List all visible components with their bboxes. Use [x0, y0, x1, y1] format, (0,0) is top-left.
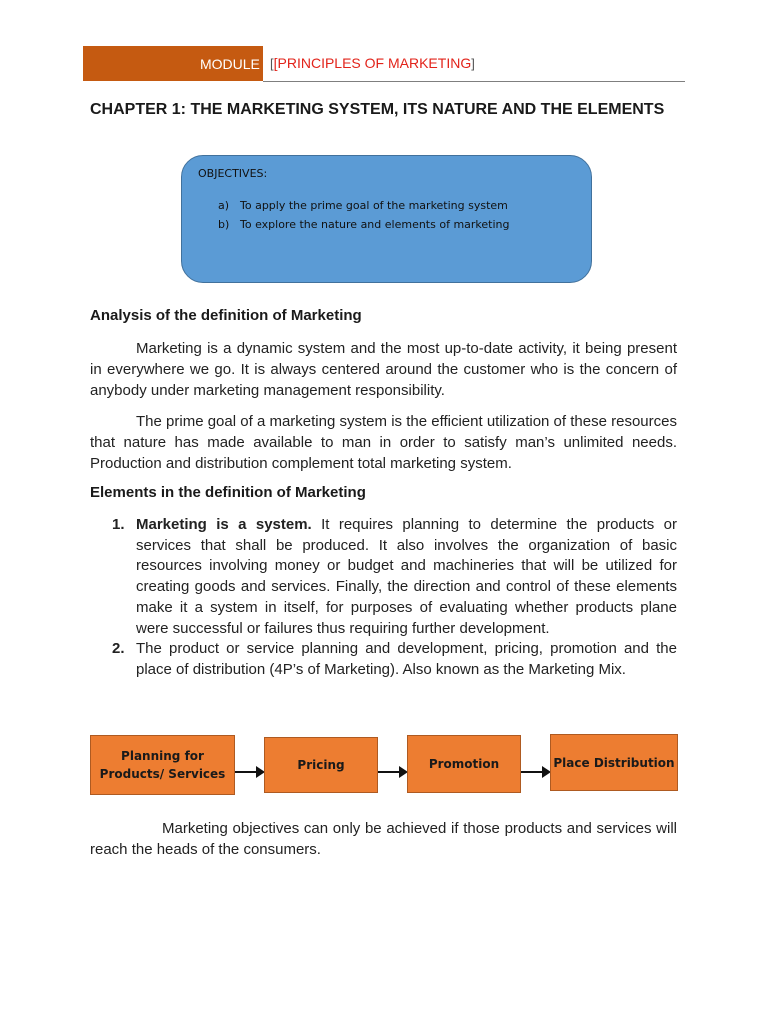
objective-text: To apply the prime goal of the marketing system [240, 199, 508, 212]
arrow-right-icon [235, 771, 263, 773]
paragraph-text: The prime goal of a marketing system is the efficient utilization of these resources that nature has made available to man in order to satisfy man’s unlimited needs. Production and distribution complement total marketing system. [90, 413, 677, 472]
list-lead: Marketing is a system. [136, 516, 312, 533]
paragraph-text: Marketing is a dynamic system and the most up-to-date activity, it being present in everywhere we go. It is always centered around the customer who is the concern of anybody under marketing management responsibility. [90, 340, 677, 399]
section-heading-analysis: Analysis of the definition of Marketing [90, 307, 362, 324]
list-number: 1. [112, 516, 125, 533]
section-heading-elements: Elements in the definition of Marketing [90, 484, 366, 501]
list-number: 2. [112, 640, 125, 658]
arrow-right-icon [521, 771, 549, 773]
flow-step-planning: Planning for Products/ Services [90, 735, 235, 795]
flow-step-place-distribution: Place Distribution [550, 734, 678, 791]
chapter-title: CHAPTER 1: THE MARKETING SYSTEM, ITS NATURE AND THE ELEMENTS [90, 101, 665, 118]
course-title-text: [PRINCIPLES OF MARKETING [273, 55, 472, 71]
closing-paragraph [90, 818, 677, 860]
list-text: It requires planning to determine the products or services that shall be produced. It also involves the organization of basic resources involving money or budget and machineries that will be utilized for creating goods and services. Finally, the direction and control of these elements make it a system in itself, for purposes of evaluating whether products plane were successful or failures thus requiring further development. [136, 516, 677, 637]
list-text: The product or service planning and development, pricing, promotion and the place of distribution (4P’s of Marketing). Also known as the Marketing Mix. [136, 640, 677, 678]
flow-step-promotion: Promotion [407, 735, 521, 793]
paragraph-text: Marketing objectives can only be achieved if those products and services will reach the heads of the consumers. [90, 820, 677, 858]
arrow-right-icon [378, 771, 406, 773]
module-label: MODULE [200, 56, 260, 72]
objective-marker: b) [218, 218, 230, 231]
objective-marker: a) [218, 199, 230, 212]
objective-text: To explore the nature and elements of marketing [240, 218, 510, 231]
bracket-close: ] [471, 56, 475, 71]
flow-step-pricing: Pricing [264, 737, 378, 793]
bracket-open: [ [270, 56, 274, 71]
objectives-heading: OBJECTIVES: [198, 167, 268, 180]
